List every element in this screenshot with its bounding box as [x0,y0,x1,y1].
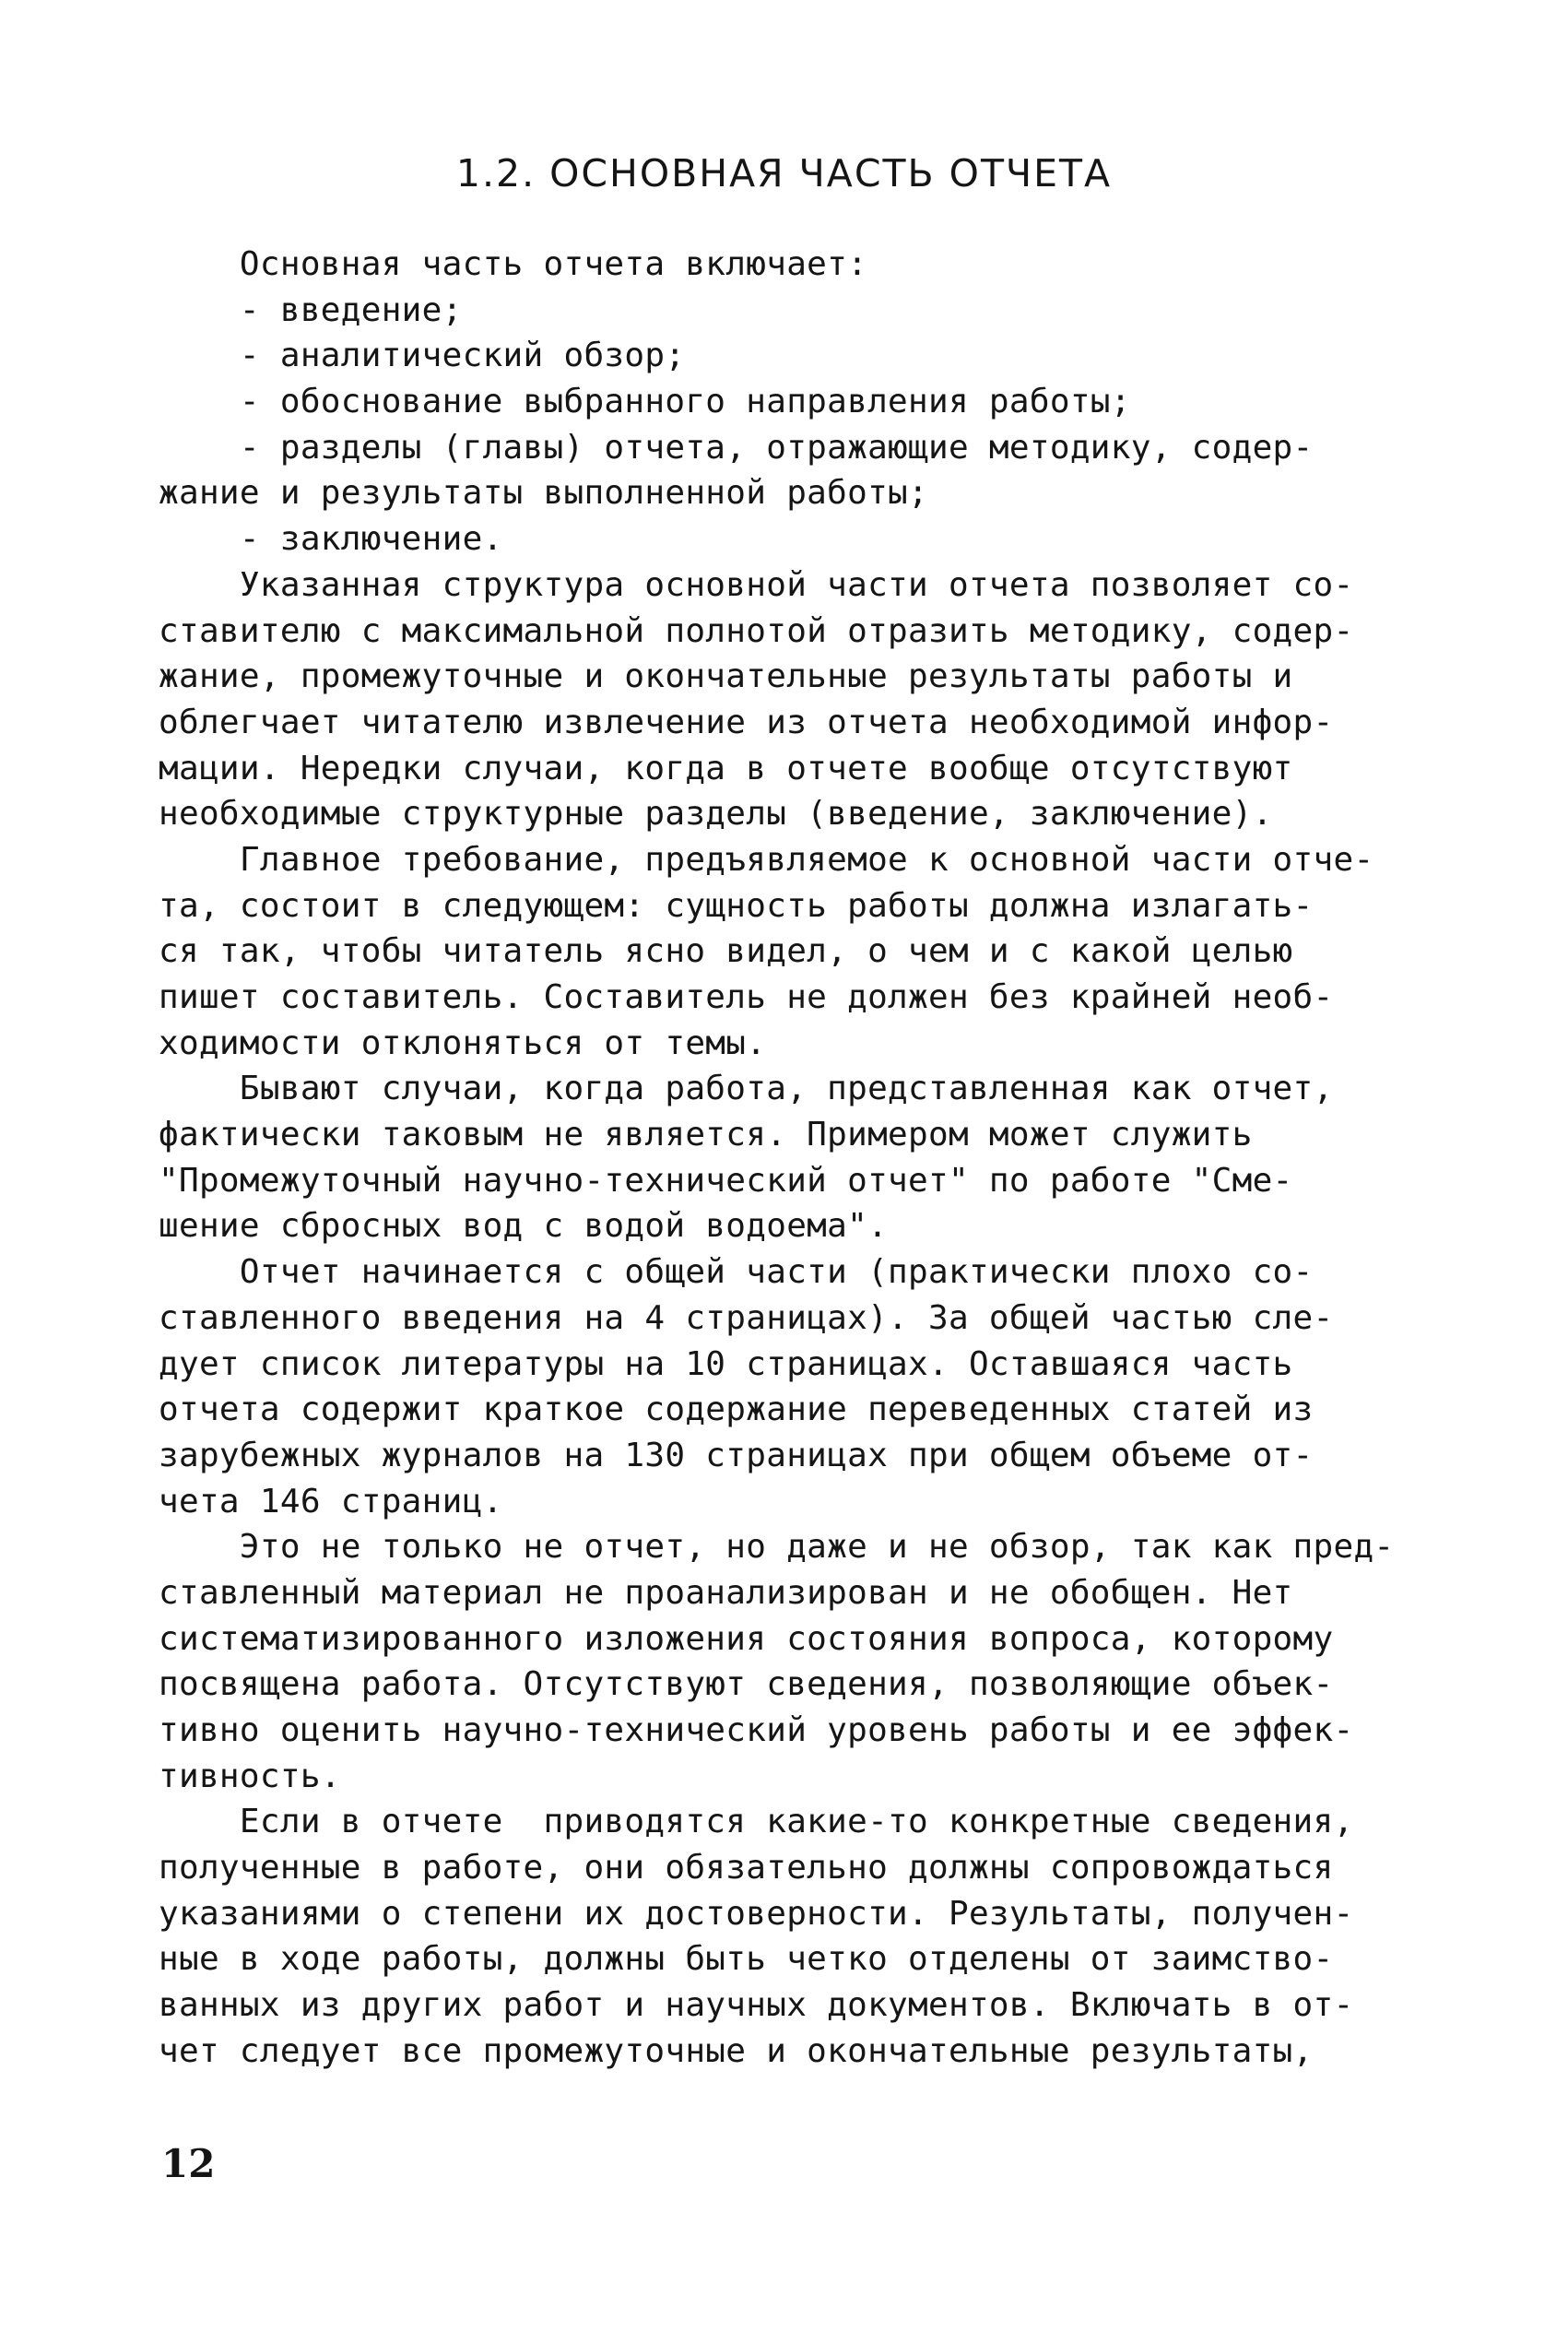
text-line: зарубежных журналов на 130 страницах при общем объеме от- [159,1436,1314,1474]
text-line: ванных из других работ и научных документов. Включать в от- [159,1986,1354,2025]
text-line: необходимые структурные разделы (введение, заключение). [159,795,1273,834]
text-line: ся так, чтобы читатель ясно видел, о чем и с какой целью [159,932,1293,971]
text-line: Главное требование, предъявляемое к основной части отче- [159,840,1374,879]
text-line: ходимости отклоняться от темы. [159,1024,767,1062]
text-line: Это не только не отчет, но даже и не обзор, так как пред- [159,1528,1395,1567]
text-line: - введение; [159,290,463,329]
text-line: чета 146 страниц. [159,1482,503,1520]
text-line: пишет составитель. Составитель не должен без крайней необ- [159,978,1334,1016]
text-line: Основная часть отчета включает: [159,245,868,283]
text-line: - обоснование выбранного направления работы; [159,383,1131,421]
page-number: 12 [161,2141,216,2186]
text-line: ные в ходе работы, должны быть четко отделены от заимство- [159,1940,1334,1979]
text-line: чет следует все промежуточные и окончательные результаты, [159,2031,1314,2070]
text-line: жание, промежуточные и окончательные результаты работы и [159,657,1293,696]
text-line: - заключение. [159,520,503,559]
text-line: та, состоит в следующем: сущность работы должна излагать- [159,886,1314,925]
text-line: Отчет начинается с общей части (практически плохо со- [159,1253,1314,1292]
text-line: ставителю с максимальной полнотой отразить методику, содер- [159,611,1354,650]
text-line: шение сбросных вод с водой водоема". [159,1207,889,1246]
text-line: "Промежуточный научно-технический отчет" по работе "Сме- [159,1161,1293,1200]
text-line: фактически таковым не является. Примером может служить [159,1116,1253,1154]
text-line: Если в отчете приводятся какие-то конкретные сведения, [159,1803,1354,1841]
text-line: тивно оценить научно-технический уровень работы и ее эффек- [159,1711,1354,1749]
text-line: тивность. [159,1757,341,1795]
text-line: - аналитический обзор; [159,337,686,375]
text-line: ставленного введения на 4 страницах). За общей частью сле- [159,1298,1334,1337]
text-line: систематизированного изложения состояния вопроса, которому [159,1619,1334,1658]
section-heading: 1.2. ОСНОВНАЯ ЧАСТЬ ОТЧЕТА [455,151,1113,195]
text-line: отчета содержит краткое содержание переведенных статей из [159,1390,1314,1429]
text-line: полученные в работе, они обязательно должны сопровождаться [159,1849,1334,1887]
text-line: ставленный материал не проанализирован и не обобщен. Нет [159,1573,1293,1612]
text-line: дует список литературы на 10 страницах. Оставшаяся часть [159,1344,1293,1383]
text-line: Бывают случаи, когда работа, представленная как отчет, [159,1070,1334,1108]
text-line: жание и результаты выполненной работы; [159,474,929,513]
body-text [159,242,1449,2075]
text-line: - разделы (главы) отчета, отражающие методику, содер- [159,428,1314,467]
text-line: посвящена работа. Отсутствуют сведения, позволяющие объек- [159,1665,1334,1704]
text-line: облегчает читателю извлечение из отчета необходимой инфор- [159,703,1334,741]
text-line: мации. Нередки случаи, когда в отчете вообще отсутствуют [159,749,1293,787]
text-line: указаниями о степени их достоверности. Результаты, получен- [159,1894,1354,1933]
text-line: Указанная структура основной части отчета позволяет со- [159,565,1354,604]
